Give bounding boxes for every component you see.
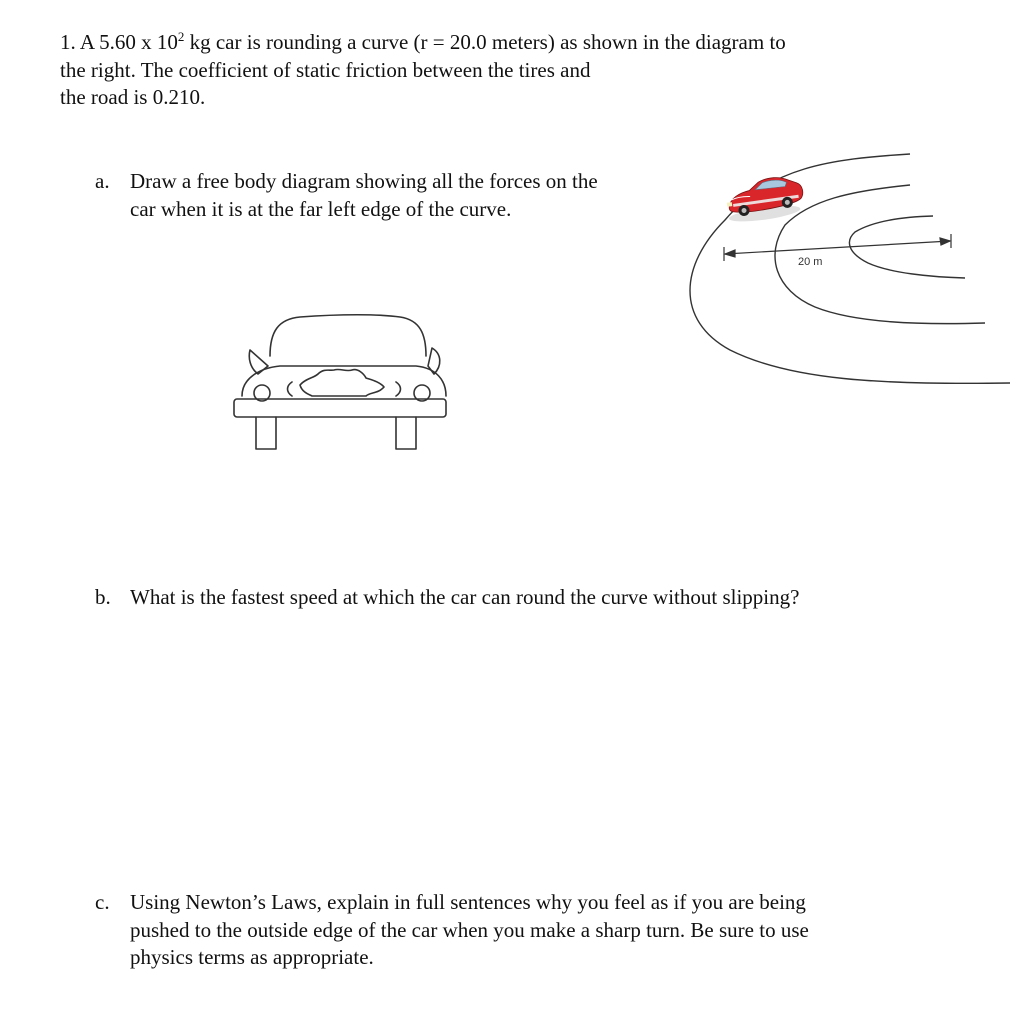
stem-line-3: the road is 0.210. [60, 85, 206, 109]
curve-diagram [680, 145, 1010, 395]
grille-left-accent [288, 382, 293, 396]
part-a-text [130, 168, 690, 223]
part-c-label: c. [95, 890, 110, 914]
car-grille [300, 369, 384, 396]
part-a-line-2: car when it is at the far left edge of the curve. [130, 196, 512, 221]
part-c-line-3: physics terms as appropriate. [130, 945, 374, 969]
part-a-line-1: Draw a free body diagram showing all the forces on the [130, 169, 598, 193]
inner-curve [849, 216, 965, 278]
question-number: 1. [60, 30, 76, 54]
part-c-line-2: pushed to the outside edge of the car when you make a sharp turn. Be sure to use [130, 917, 809, 942]
stem-line-2: the right. The coefficient of static friction between the tires and [60, 57, 591, 82]
car-roof [270, 315, 426, 356]
left-mirror [249, 350, 268, 374]
part-a-label: a. [95, 169, 110, 193]
exponent: 2 [177, 29, 185, 44]
car-bumper [234, 399, 446, 417]
part-b-label: b. [95, 585, 111, 609]
part-c-text [130, 889, 990, 972]
question-stem [60, 29, 900, 112]
radius-indicator [724, 234, 951, 261]
part-c-line-1: Using Newton’s Laws, explain in full sentences why you feel as if you are being [130, 890, 806, 914]
outer-curve-edge [690, 154, 1010, 383]
radius-label: 20 m [798, 256, 823, 268]
part-b-line-1: What is the fastest speed at which the car can round the curve without slipping? [130, 585, 800, 609]
stem-line-1: 1. A 5.60 x $10^2$ kg car is rounding a curve (r = 20.0 meters) as shown in the diagram to [60, 29, 786, 54]
left-tire [256, 417, 276, 449]
right-tire [396, 417, 416, 449]
part-b-text [130, 584, 990, 612]
car-front-view-figure [230, 308, 450, 458]
grille-right-accent [396, 382, 401, 396]
